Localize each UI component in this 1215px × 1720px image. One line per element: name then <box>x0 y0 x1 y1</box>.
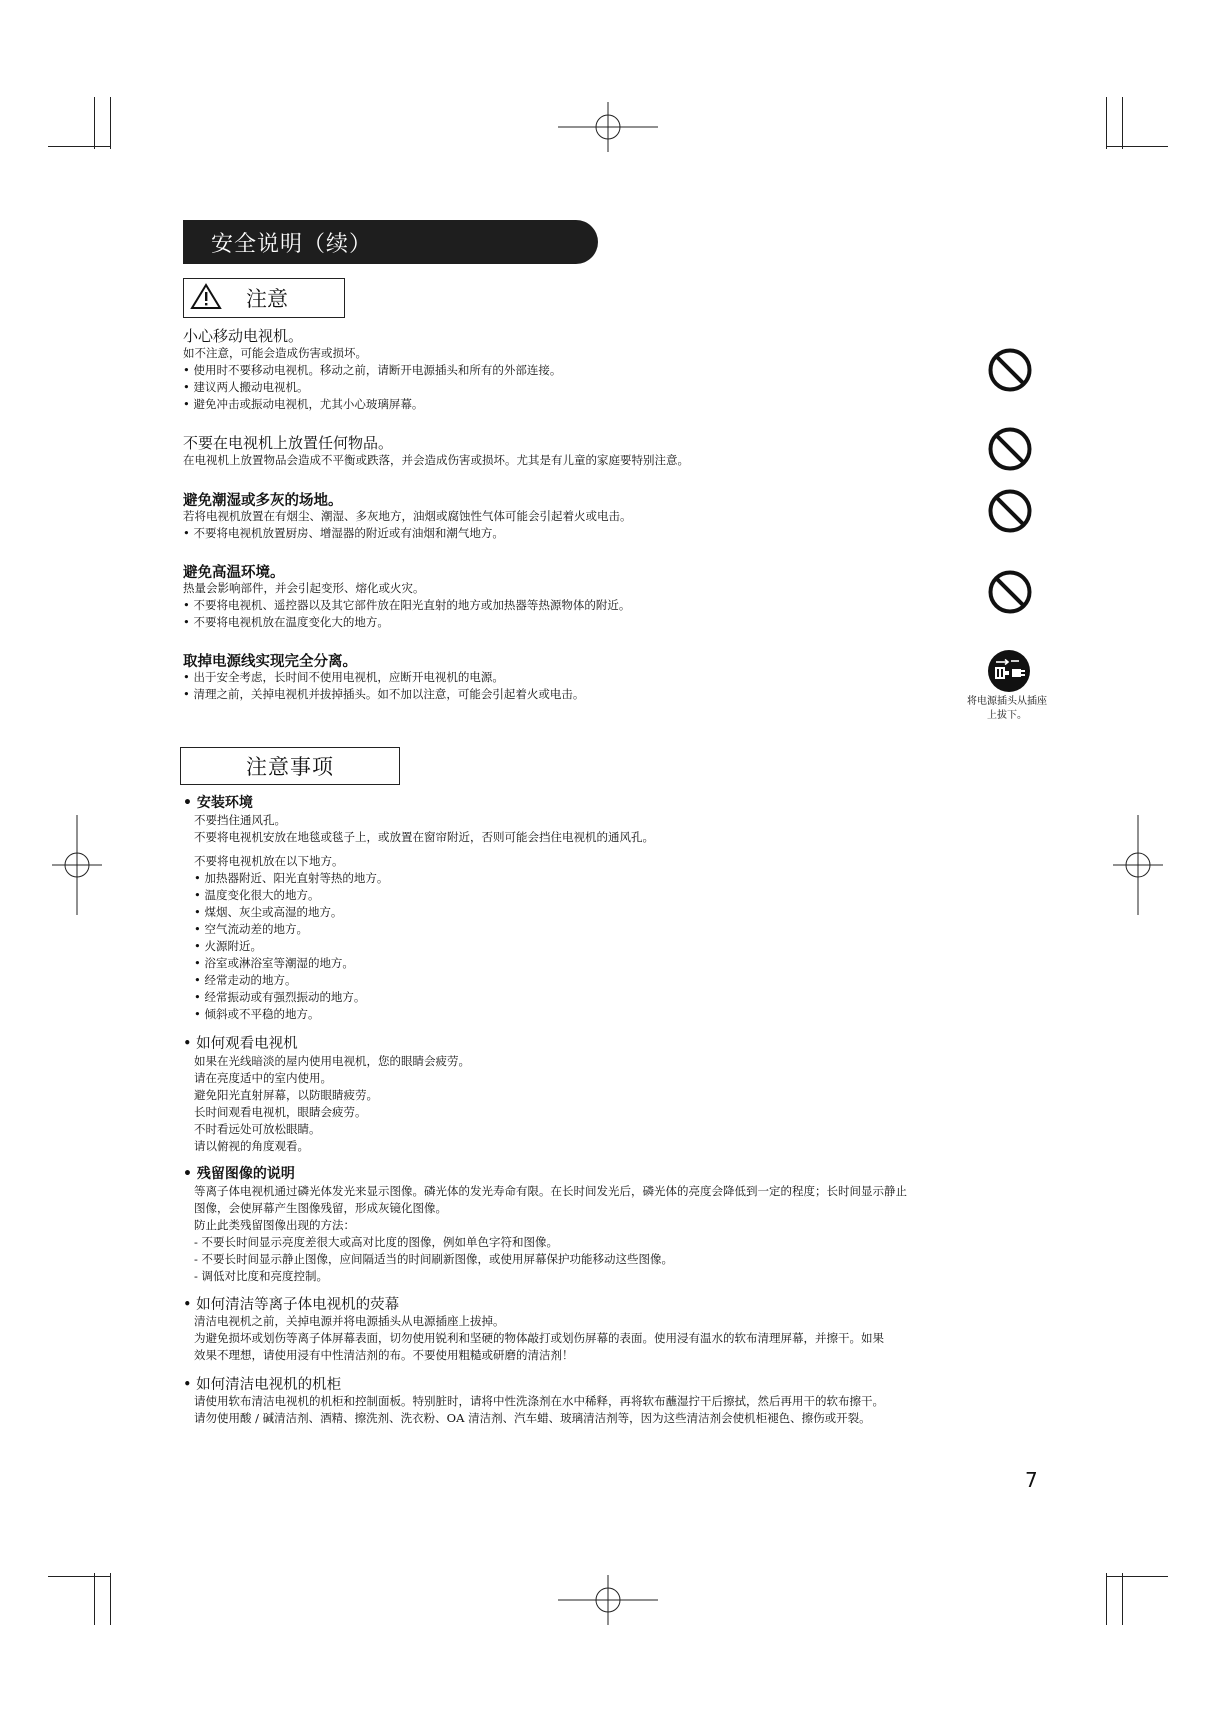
notes-line: 避免阳光直射屏幕，以防眼睛疲劳。 <box>194 1088 378 1102</box>
notes-line: 不时看远处可放松眼睛。 <box>194 1122 321 1136</box>
caution-label-box <box>183 278 345 318</box>
section-title-heat: 避免高温环境。 <box>183 565 285 581</box>
notes-heading-clean-cabinet: • 如何清洁电视机的机柜 <box>183 1377 342 1393</box>
notes-line: 效果不理想，请使用浸有中性清洁剂的布。不要使用粗糙或研磨的清洁剂！ <box>194 1348 574 1362</box>
page-title: 安全说明（续） <box>211 232 373 257</box>
section-title-no-objects: 不要在电视机上放置任何物品。 <box>183 434 394 452</box>
notes-line: 请使用软布清洁电视机的机柜和控制面板。特别脏时，请将中性洗涤剂在水中稀释，再将软布蘸湿拧干后擦拭，然后再用干的软布擦干。 <box>194 1394 884 1408</box>
notes-heading-installation: • 安装环境 <box>183 795 253 811</box>
section-title-power-cord: 取掉电源线实现完全分离。 <box>183 654 357 670</box>
prohibition-icon <box>987 569 1033 615</box>
notes-line: - 调低对比度和亮度控制。 <box>194 1269 329 1283</box>
registration-mark-bottom <box>558 1575 658 1625</box>
registration-mark-top <box>558 102 658 152</box>
notes-line: 清洁电视机之前，关掉电源并将电源插头从电源插座上拔掉。 <box>194 1314 505 1328</box>
notes-line: 不要将电视机安放在地毯或毯子上，或放置在窗帘附近，否则可能会挡住电视机的通风孔。 <box>194 830 654 844</box>
prohibition-icon <box>987 347 1033 393</box>
unplug-icon <box>986 648 1032 694</box>
notes-heading-afterimage: • 残留图像的说明 <box>183 1166 295 1182</box>
notes-line: • 加热器附近、阳光直射等热的地方。 <box>194 871 389 885</box>
section-header-bar <box>183 220 598 264</box>
notes-line: 图像，会使屏幕产生图像残留，形成灰镜化图像。 <box>194 1201 447 1215</box>
notes-line: • 空气流动差的地方。 <box>194 922 308 936</box>
notes-line: • 浴室或淋浴室等潮湿的地方。 <box>194 956 354 970</box>
section-line: • 不要将电视机放置厨房、增湿器的附近或有油烟和潮气地方。 <box>183 526 504 540</box>
notes-line: • 火源附近。 <box>194 939 262 953</box>
caution-label: 注意 <box>246 287 288 311</box>
registration-mark-left <box>52 815 102 915</box>
notes-line: • 经常走动的地方。 <box>194 973 297 987</box>
notes-line: 长时间观看电视机，眼睛会疲劳。 <box>194 1105 367 1119</box>
notes-line: 为避免损坏或划伤等离子体屏幕表面，切勿使用锐利和坚硬的物体敲打或划伤屏幕的表面。使用浸有温水的软布清理屏幕，并擦干。如果 <box>194 1331 884 1345</box>
section-line: 若将电视机放置在有烟尘、潮湿、多灰地方，油烟或腐蚀性气体可能会引起着火或电击。 <box>183 509 632 523</box>
section-line: • 使用时不要移动电视机。移动之前，请断开电源插头和所有的外部连接。 <box>183 363 562 377</box>
section-line: • 不要将电视机、遥控器以及其它部件放在阳光直射的地方或加热器等热源物体的附近。 <box>183 598 631 612</box>
section-line: • 清理之前，关掉电视机并拔掉插头。如不加以注意，可能会引起着火或电击。 <box>183 687 585 701</box>
section-line: 热量会影响部件，并会引起变形、熔化或火灾。 <box>183 581 425 595</box>
section-line: • 避免冲击或振动电视机，尤其小心玻璃屏幕。 <box>183 397 424 411</box>
section-line: 在电视机上放置物品会造成不平衡或跌落，并会造成伤害或损坏。尤其是有儿童的家庭要特别注意。 <box>183 453 689 467</box>
section-line: • 建议两人搬动电视机。 <box>183 380 309 394</box>
registration-mark-right <box>1113 815 1163 915</box>
notes-line: 等离子体电视机通过磷光体发光来显示图像。磷光体的发光寿命有限。在长时间发光后，磷光体的亮度会降低到一定的程度；长时间显示静止 <box>194 1184 907 1198</box>
notes-line: 如果在光线暗淡的屋内使用电视机，您的眼睛会疲劳。 <box>194 1054 470 1068</box>
notes-heading-clean-screen: • 如何清洁等离子体电视机的荧幕 <box>183 1297 400 1313</box>
section-title-move-tv: 小心移动电视机。 <box>183 327 304 345</box>
prohibition-icon <box>987 426 1033 472</box>
section-line: • 出于安全考虑，长时间不使用电视机，应断开电视机的电源。 <box>183 670 504 684</box>
notes-heading-viewing: • 如何观看电视机 <box>183 1036 298 1052</box>
notes-line: • 温度变化很大的地方。 <box>194 888 320 902</box>
notes-label: 注意事项 <box>246 755 334 779</box>
page-number: 7 <box>1025 1468 1038 1492</box>
warning-triangle-icon <box>190 282 222 310</box>
notes-line: 请勿使用酸 / 碱清洁剂、酒精、擦洗剂、洗衣粉、OA 清洁剂、汽车蜡、玻璃清洁剂等，因为这些清洁剂会使机柜褪色、擦伤或开裂。 <box>194 1411 871 1425</box>
section-line: • 不要将电视机放在温度变化大的地方。 <box>183 615 389 629</box>
notes-line: 不要将电视机放在以下地方。 <box>194 854 344 868</box>
notes-line: • 煤烟、灰尘或高湿的地方。 <box>194 905 343 919</box>
notes-line: 请以俯视的角度观看。 <box>194 1139 309 1153</box>
unplug-caption: 将电源插头从插座上拔下。 <box>967 696 1047 721</box>
notes-line: 不要挡住通风孔。 <box>194 813 286 827</box>
notes-line: 请在亮度适中的室内使用。 <box>194 1071 332 1085</box>
notes-label-box <box>180 747 400 785</box>
prohibition-icon <box>987 488 1033 534</box>
notes-line: 防止此类残留图像出现的方法： <box>194 1218 355 1232</box>
notes-line: - 不要长时间显示亮度差很大或高对比度的图像，例如单色字符和图像。 <box>194 1235 559 1249</box>
section-line: 如不注意，可能会造成伤害或损坏。 <box>183 346 367 360</box>
notes-line: • 经常振动或有强烈振动的地方。 <box>194 990 366 1004</box>
section-title-humid: 避免潮湿或多灰的场地。 <box>183 493 343 509</box>
notes-line: - 不要长时间显示静止图像，应间隔适当的时间刷新图像，或使用屏幕保护功能移动这些图像。 <box>194 1252 674 1266</box>
notes-line: • 倾斜或不平稳的地方。 <box>194 1007 320 1021</box>
